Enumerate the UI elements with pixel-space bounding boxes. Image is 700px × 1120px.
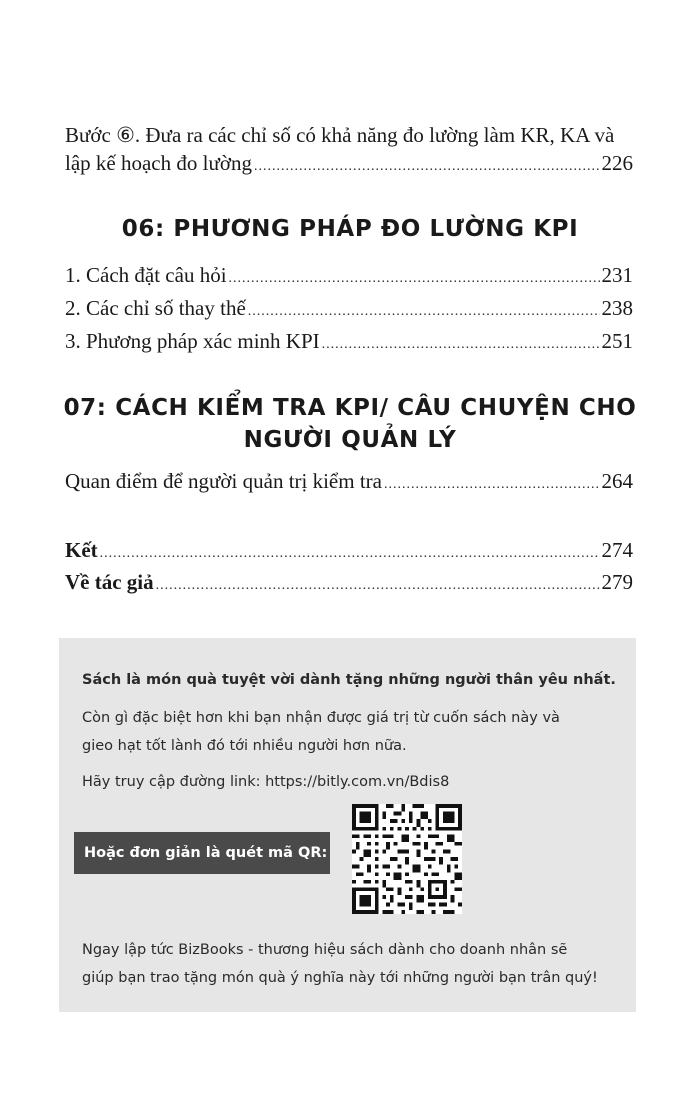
toc-entry[interactable] xyxy=(65,261,633,293)
toc-entry[interactable] xyxy=(65,467,633,499)
toc-entry-about-author[interactable] xyxy=(65,568,633,600)
leader-dots xyxy=(254,153,600,181)
toc-page-number: 226 xyxy=(601,151,633,175)
leader-dots xyxy=(248,298,600,326)
leader-dots xyxy=(229,265,600,293)
toc-entry-label: 1. Cách đặt câu hỏi xyxy=(65,263,227,287)
promo-paragraph-1-line-1: Còn gì đặc biệt hơn khi bạn nhận được giá trị từ cuốn sách này và xyxy=(82,710,560,726)
toc-page-number: 238 xyxy=(601,296,633,320)
toc-entry-label: Về tác giả xyxy=(65,570,154,594)
toc-entry-label: lập kế hoạch đo lường xyxy=(65,151,252,175)
leader-dots xyxy=(384,471,600,499)
toc-entry-label: 2. Các chỉ số thay thế xyxy=(65,296,246,320)
toc-entry-label: Kết xyxy=(65,538,98,562)
leader-dots xyxy=(100,540,600,568)
toc-entry-label: Quan điểm để người quản trị kiểm tra xyxy=(65,469,382,493)
toc-entry-conclusion[interactable] xyxy=(65,536,633,568)
toc-page-number: 231 xyxy=(601,263,633,287)
toc-entry-step6[interactable] xyxy=(65,149,633,181)
toc-page-number: 274 xyxy=(601,538,633,562)
promo-link-line[interactable]: Hãy truy cập đường link: https://bitly.com.vn/Bdis8 xyxy=(82,774,450,790)
leader-dots xyxy=(156,572,600,600)
section-07-heading-line1: 07: CÁCH KIỂM TRA KPI/ CÂU CHUYỆN CHO xyxy=(63,395,637,421)
toc-entry[interactable] xyxy=(65,327,633,359)
section-07-heading-line2: NGƯỜI QUẢN LÝ xyxy=(243,427,457,453)
qr-code[interactable] xyxy=(352,804,462,914)
qr-label: Hoặc đơn giản là quét mã QR: xyxy=(74,832,330,874)
toc-page-number: 279 xyxy=(601,570,633,594)
promo-box xyxy=(59,638,636,1012)
promo-paragraph-2-line-2: giúp bạn trao tặng món quà ý nghĩa này tới những người bạn trân quý! xyxy=(82,970,598,986)
toc-entry[interactable] xyxy=(65,294,633,326)
section-06-heading: 06: PHƯƠNG PHÁP ĐO LƯỜNG KPI xyxy=(121,216,579,242)
toc-entry-label: 3. Phương pháp xác minh KPI xyxy=(65,329,320,353)
toc-page-number: 264 xyxy=(601,469,633,493)
promo-paragraph-2-line-1: Ngay lập tức BizBooks - thương hiệu sách dành cho doanh nhân sẽ xyxy=(82,942,568,958)
toc-step6-line1: Bước ⑥. Đưa ra các chỉ số có khả năng đo lường làm KR, KA và xyxy=(65,123,615,147)
promo-paragraph-1-line-2: gieo hạt tốt lành đó tới nhiều người hơn nữa. xyxy=(82,738,407,754)
leader-dots xyxy=(322,331,600,359)
toc-page-number: 251 xyxy=(601,329,633,353)
promo-title: Sách là món quà tuyệt vời dành tặng những người thân yêu nhất. xyxy=(82,672,616,688)
